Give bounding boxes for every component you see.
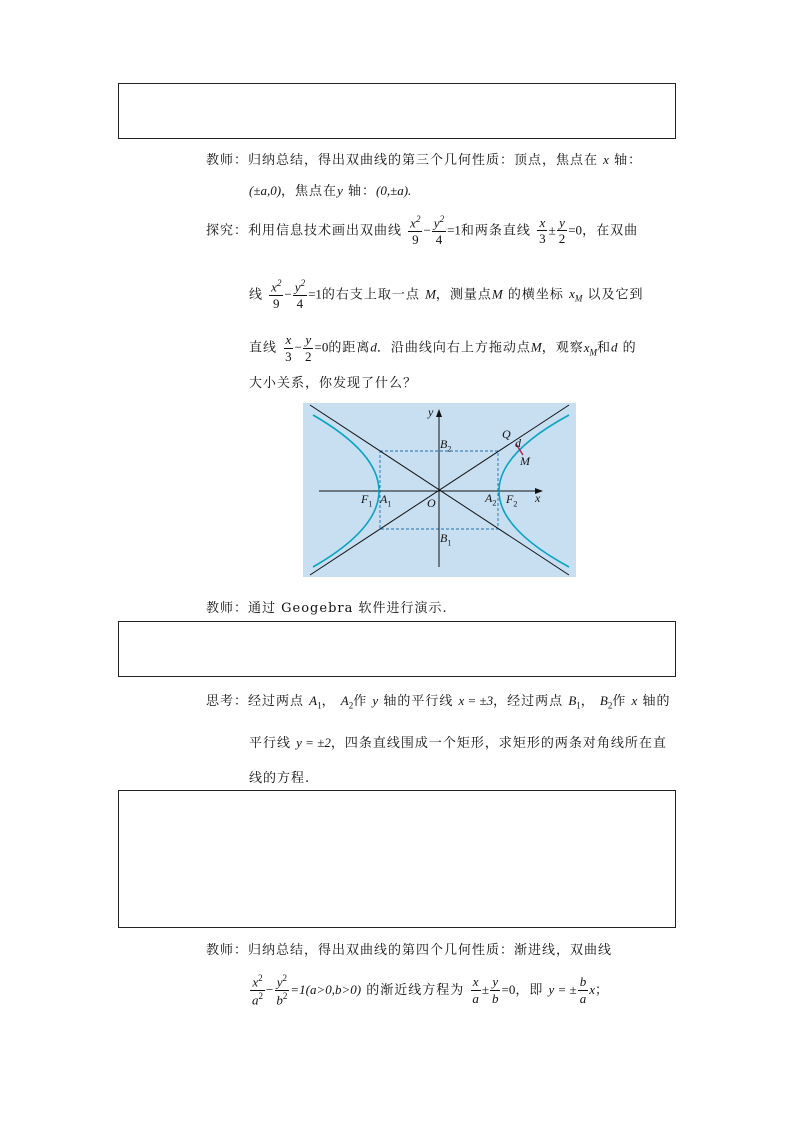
fraction-y2-over-4: $\frac{y^2}{4}$ [433, 214, 445, 247]
label-A2: $A_2$ [485, 491, 497, 508]
explore-line-2: 线 $\frac{x^2}{9}$ − $\frac{y^2}{4}$ =1的右支上取一点 M，测量点M 的横坐标 $x_M$ 以及它到 [249, 278, 644, 311]
think-line-2: 平行线 y = ±2，四条直线围成一个矩形，求矩形的两条对角线所在直 [249, 735, 667, 751]
label-y: y [428, 405, 434, 419]
explore-line-4: 大小关系，你发现了什么？ [249, 376, 418, 391]
fraction-x-over-3: $\frac{x}{3}$ [539, 214, 546, 247]
teacher-demo-line: 教师：通过 Geogebra 软件进行演示. [206, 601, 448, 616]
label-F1: $F_1$ [361, 492, 373, 509]
speaker-label: 教师： [206, 601, 249, 616]
label-F2: $F_2$ [506, 492, 518, 509]
empty-answer-box-2 [118, 621, 676, 677]
empty-answer-box-1 [118, 83, 676, 139]
teacher-summary2-line-1: 教师：归纳总结，得出双曲线的第四个几何性质：渐进线，双曲线 [206, 943, 613, 958]
label-B2: $B_2$ [440, 437, 452, 454]
hyperbola-diagram [303, 403, 576, 577]
explore-line-3: 直线 $\frac{x}{3}$ − $\frac{y}{2}$ =0的距离d．沿曲线向右上方拖动点M，观察$x_M$和d 的 [249, 332, 637, 364]
label-A1: $A_1$ [380, 492, 392, 509]
fraction-x2-over-9: $\frac{x^2}{9}$ [410, 214, 421, 247]
think-line-3: 线的方程. [249, 771, 311, 786]
hyperbola-figure [303, 403, 576, 577]
teacher-summary-line-1: 教师：归纳总结，得出双曲线的第三个几何性质：顶点，焦点在 x 轴： [206, 152, 643, 168]
label-x: x [535, 491, 541, 505]
speaker-label: 思考： [206, 694, 249, 709]
teacher-summary2-line-2: $\frac{x^2}{a^2}$ − $\frac{y^2}{b^2}$ =1(a>0,b>0) 的渐近线方程为 $\frac{x}{a}$ ± $\frac{y}{b}$ =0，即 y = ± $\frac{b}{a}$ x； [252, 973, 609, 1008]
label-Q: Q [502, 427, 511, 441]
teacher-summary-line-2: (±a,0)，焦点在y 轴：(0,±a). [249, 183, 412, 199]
label-d: d [515, 436, 521, 450]
empty-answer-box-3 [118, 790, 676, 928]
think-line-1: 思考：经过两点 $A_1$， $A_2$作 y 轴的平行线 x = ±3，经过两点 $B_1$， $B_2$作 x 轴的 [206, 693, 671, 711]
label-B1: $B_1$ [440, 531, 452, 548]
fraction-y-over-2: $\frac{y}{2}$ [558, 214, 566, 247]
label-M: M [520, 454, 530, 468]
speaker-label: 探究： [206, 223, 249, 239]
speaker-label: 教师： [206, 943, 249, 958]
explore-line-1: 探究：利用信息技术画出双曲线 $\frac{x^2}{9}$ − $\frac{y^2}{4}$ =1和两条直线 $\frac{x}{3}$ ± $\frac{y}{2}$ =0，在双曲 [206, 214, 639, 247]
label-O: O [427, 496, 436, 510]
y-axis-arrow [436, 409, 442, 417]
speaker-label: 教师： [206, 153, 249, 168]
